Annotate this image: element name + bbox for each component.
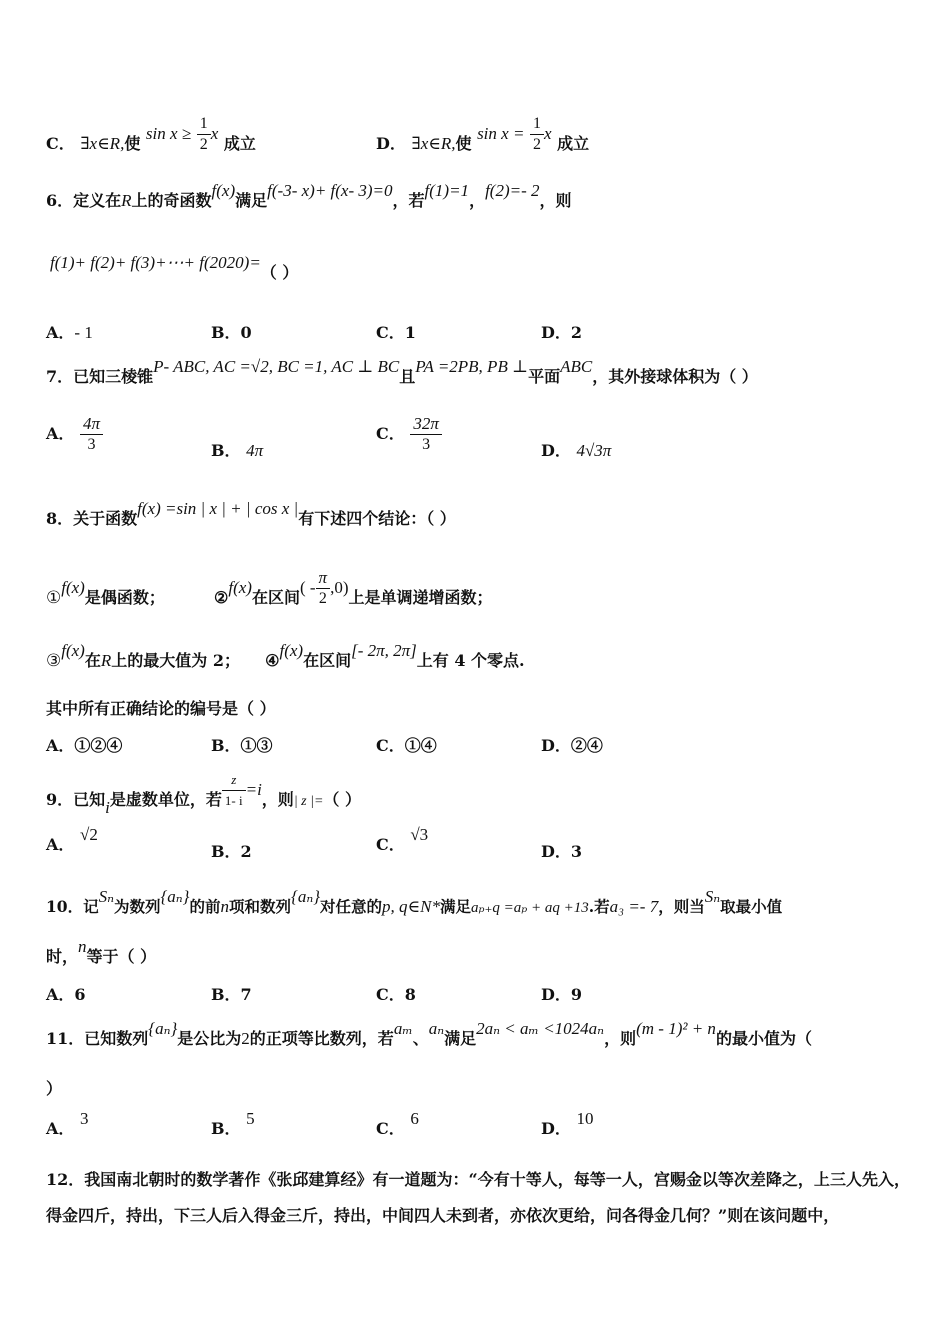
q11-ineq: 2aₙ < aₘ <1024aₙ (476, 1019, 605, 1038)
q5-optD-quantifier: ∃x∈R, (411, 134, 456, 153)
q5-optD-label: D． (376, 134, 406, 153)
q8-option-a-value: ①②④ (74, 736, 123, 755)
q5-optC-use: 使 (124, 134, 141, 153)
q10-option-c-label: C． (376, 985, 405, 1004)
q9-option-b (211, 839, 252, 862)
q8-c2-text-a: 在区间 (251, 588, 300, 607)
q11-stem-a: 11．已知数列 (46, 1029, 149, 1048)
q8-c4-fx: f(x) (279, 641, 304, 660)
q8-c2-text-b: 上是单调递增函数； (348, 588, 493, 607)
q8-option-d-value: ②④ (570, 736, 603, 755)
q10-stem-i: 取最小值 (720, 897, 783, 916)
q7-option-d-label: D． (541, 441, 571, 460)
q7-option-c-den: 3 (422, 436, 431, 453)
q5-optC-expr: sin x ≥ (145, 124, 192, 143)
q11-option-d-value: 10 (576, 1109, 594, 1128)
q7-option-c-label: C． (376, 424, 405, 443)
q11-stem-e: ，则 (604, 1029, 637, 1048)
q7-option-d-value: 4√3π (576, 441, 612, 460)
q11-option-c-value: 6 (410, 1109, 419, 1128)
q6-eq2: f(1)=1 (424, 181, 470, 200)
q10-option-d (541, 982, 582, 1005)
q10-stem-g: .若 (588, 897, 610, 916)
q5-optD-num: 1 (530, 114, 544, 135)
q6-option-b-label: B． (211, 323, 241, 342)
q7-option-a (46, 414, 103, 455)
q11-option-c (376, 1109, 419, 1139)
q10-option-c (376, 982, 416, 1005)
q8-c1-text: 是偶函数； (84, 588, 165, 607)
q11-option-d-label: D． (541, 1119, 571, 1138)
q10-stem-f: 满足 (439, 897, 471, 916)
q5-optC-num: 1 (197, 114, 211, 135)
q8-option-c-value: ①④ (404, 736, 437, 755)
q8-c4-interval: [- 2π, 2π] (351, 641, 417, 660)
q10-option-a-value: 6 (74, 985, 86, 1004)
q8-c2-interval-left: ( - (299, 578, 316, 597)
q7-option-b-label: B． (211, 441, 241, 460)
q7-option-d (541, 438, 611, 461)
q6-option-b-value: 0 (240, 323, 252, 342)
q7-cond: P- ABC, AC =√2, BC =1, AC ⊥ BC (153, 357, 400, 376)
q11-stem-b: 是公比为 (177, 1029, 242, 1048)
q10-an1: {aₙ} (160, 887, 190, 906)
q9-stem-c: ，则 (261, 790, 294, 809)
q7-option-a-num: 4π (80, 414, 103, 435)
q7-option-b (211, 438, 263, 461)
q10-pq: p, q∈N* (382, 897, 440, 916)
q10-option-b-label: B． (211, 985, 241, 1004)
q8-c2-fx: f(x) (228, 578, 252, 597)
q6-option-d-label: D． (541, 323, 571, 342)
q7-option-c-num: 32π (410, 414, 442, 435)
q9-option-b-label: B． (211, 842, 241, 861)
q10-stem-d: 项和数列 (229, 897, 292, 916)
q5-optD-use: 使 (455, 134, 472, 153)
q8-c2-fraction (316, 568, 331, 609)
q8-func: f(x) =sin | x | + | cos x | (137, 499, 299, 518)
q8-c2-den: 2 (318, 590, 327, 607)
q6-R: R (121, 191, 132, 210)
q9-abs: | z |= (293, 794, 324, 809)
q11-stem-c: 的正项等比数列，若 (249, 1029, 394, 1048)
q8-option-d-label: D． (541, 736, 571, 755)
q6-stem-a: 6．定义在 (46, 191, 122, 210)
q8-c3-fx: f(x) (61, 641, 85, 660)
q10-Sn: Sₙ (98, 887, 114, 906)
q8-c3-mark: ③ (46, 651, 62, 670)
q11-option-c-label: C． (376, 1119, 405, 1138)
q8-question: 其中所有正确结论的编号是（ ） (46, 699, 276, 718)
q8-option-b-value: ①③ (240, 736, 273, 755)
q5-optD-fraction (530, 114, 544, 155)
q6-sum-expr: f(1)+ f(2)+ f(3)+⋯+ f(2020)= (50, 253, 261, 272)
q8-option-c-label: C． (376, 736, 405, 755)
q7-option-a-fraction (80, 414, 103, 455)
q9-option-d-label: D． (541, 842, 571, 861)
q11-option-b-value: 5 (246, 1109, 255, 1128)
q6-option-d (541, 320, 582, 343)
q9-paren: （ ） (323, 790, 361, 809)
q11-stem-line2: ） (46, 1079, 63, 1098)
q5-optD-den: 2 (533, 136, 541, 153)
q8-option-d (541, 733, 603, 756)
q10-option-d-value: 9 (570, 985, 583, 1004)
q8-c4-mark: ④ (265, 651, 280, 670)
q10-option-c-value: 8 (404, 985, 416, 1004)
q10-option-d-label: D． (541, 985, 571, 1004)
q8-c4-text-b: 上有 4 个零点. (416, 651, 525, 670)
q6-option-a-value: - 1 (74, 323, 93, 342)
q9-option-b-value: 2 (240, 842, 252, 861)
q9-stem-b: 是虚数单位，若 (109, 790, 222, 809)
q10-stem-c: 的前 (189, 897, 221, 916)
q7-stem (46, 357, 910, 388)
q7-cond2: PA =2PB, PB ⊥ (415, 357, 529, 376)
q9-eq: =i (245, 780, 262, 799)
q11-am: aₘ (393, 1019, 413, 1038)
q11-an2: aₙ (428, 1019, 445, 1038)
q6-option-c (376, 320, 416, 343)
q6-fx: f(x) (211, 181, 236, 200)
q9-fraction (222, 770, 246, 811)
q8-c3-R: R (100, 651, 112, 670)
q6-option-a (46, 320, 93, 343)
q6-eq3: f(2)=- 2 (485, 181, 540, 200)
q7-option-c-fraction (410, 414, 442, 455)
q5-optC-den: 2 (199, 136, 208, 153)
q10-option-b (211, 982, 252, 1005)
q7-stem-a: 7．已知三棱锥 (46, 367, 154, 386)
q9-option-c-label: C． (376, 835, 405, 854)
q8-stem-a: 8．关于函数 (46, 509, 138, 528)
q5-optC-label: C． (46, 134, 75, 153)
q7-option-a-label: A． (46, 424, 75, 443)
q9-stem (46, 772, 910, 821)
q11-expr: (m - 1)² + n (636, 1019, 716, 1038)
q9-frac-num: z (222, 770, 246, 791)
q5-optD (376, 115, 590, 165)
q8-option-a (46, 733, 122, 756)
q8-stem-b: 有下述四个结论：（ ） (298, 509, 456, 528)
q5-optD-expr: sin x = (477, 124, 525, 143)
q10-an2: {aₙ} (291, 887, 321, 906)
q8-c3-text-b: 上的最大值为 2； (111, 651, 240, 670)
q11-stem (46, 1019, 910, 1050)
q7-option-c (376, 414, 442, 455)
q10-stem-line2 (46, 937, 910, 968)
q8-stem (46, 499, 910, 530)
q8-c2-num: π (316, 568, 331, 589)
q8-c2-interval-right: ,0) (330, 578, 349, 597)
q8-option-b (211, 733, 273, 756)
q11-option-a-value: 3 (80, 1109, 89, 1128)
q10-a3: a₃ =- 7 (609, 897, 659, 916)
q7-abc: ABC (560, 357, 593, 376)
q5-optC-quantifier: ∃x∈R, (80, 134, 125, 153)
q6-eq1: f(-3- x)+ f(x- 3)=0 (267, 181, 393, 200)
q8-c2-mark: ② (214, 588, 229, 607)
q11-an: {aₙ} (148, 1019, 178, 1038)
q5-optD-var: x (544, 124, 552, 143)
q6-stem-e: ，则 (539, 191, 572, 210)
q10-stem-e: 对任意的 (320, 897, 383, 916)
q5-optC-fraction (197, 114, 211, 155)
q5-optD-tail: 成立 (557, 134, 590, 153)
q8-option-a-label: A． (46, 736, 75, 755)
q6-option-a-label: A． (46, 323, 75, 342)
q10-option-a-label: A． (46, 985, 75, 1004)
q6-option-d-value: 2 (570, 323, 583, 342)
q8-c1-mark: ① (46, 588, 62, 607)
q11-option-a-label: A． (46, 1119, 75, 1138)
q6-sum (50, 253, 910, 284)
q9-frac-den: 1- i (224, 793, 243, 808)
q6-paren: （ ） (260, 263, 299, 282)
q10-stem-h: ，则当 (658, 897, 705, 916)
q9-option-d (541, 839, 582, 862)
q10-Sn2: Sₙ (704, 887, 721, 906)
q7-stem-b: ，其外接球体积为（ ） (592, 367, 758, 386)
q5-optC-tail: 成立 (223, 134, 256, 153)
q11-option-b (211, 1109, 255, 1139)
q11-sep: 、 (412, 1029, 429, 1048)
q9-option-a-value: √2 (80, 825, 98, 844)
q10-line2-a: 时， (46, 947, 79, 966)
q10-stem (46, 887, 910, 919)
q7-option-b-value: 4π (246, 441, 264, 460)
q7-and: 且 (399, 367, 416, 386)
q7-plane: 平面 (528, 367, 561, 386)
q11-option-d (541, 1109, 594, 1139)
q8-conclusions-1-2 (46, 568, 910, 619)
q10-line2-b: 等于（ ） (86, 947, 157, 966)
q11-option-a (46, 1109, 89, 1139)
q9-option-c-value: √3 (410, 825, 429, 844)
q10-option-a (46, 982, 86, 1005)
q9-option-c (376, 825, 429, 855)
q6-stem-d: ，若 (392, 191, 425, 210)
q8-option-b-label: B． (211, 736, 241, 755)
q8-conclusions-3-4 (46, 641, 910, 672)
q6-option-b (211, 320, 252, 343)
q6-stem (46, 181, 910, 212)
q8-option-c (376, 733, 437, 756)
q6-option-c-label: C． (376, 323, 405, 342)
q12-stem: 12．我国南北朝时的数学著作《张邱建算经》有一道题为：“今有十等人，每等一人，宫赐金以等次差降之，上三人先入，得金四斤，持出，下三人后入得金三斤，持出，中间四人未到者，亦依次更给，问各得金几何？”则在该问题中， (46, 1170, 910, 1225)
q10-stem-a: 10．记 (46, 897, 99, 916)
q8-c4-text-a: 在区间 (303, 651, 352, 670)
q6-stem-b: 上的奇函数 (131, 191, 212, 210)
q9-option-d-value: 3 (570, 842, 583, 861)
q7-option-a-den: 3 (87, 436, 96, 453)
q10-rel: aₚ₊q =aₚ + aq +13 (470, 900, 589, 916)
q10-option-b-value: 7 (240, 985, 252, 1004)
q8-c3-text-a: 在 (84, 651, 101, 670)
q9-i: i (105, 798, 110, 817)
q11-stem-d: 满足 (444, 1029, 477, 1048)
q10-n2: n (78, 937, 87, 956)
q9-option-a-label: A． (46, 835, 75, 854)
q9-option-a (46, 825, 98, 855)
q6-stem-c: 满足 (235, 191, 268, 210)
q11-stem-f: 的最小值为（ (715, 1029, 812, 1048)
q10-stem-b: 为数列 (113, 897, 161, 916)
q9-stem-a: 9．已知 (46, 790, 106, 809)
q6-comma: ， (469, 191, 486, 210)
q10-n: n (220, 897, 229, 916)
q8-c1-fx: f(x) (61, 578, 85, 597)
q11-option-b-label: B． (211, 1119, 241, 1138)
q6-option-c-value: 1 (404, 323, 416, 342)
q11-two: 2 (241, 1029, 250, 1048)
q5-optC-var: x (210, 124, 219, 143)
